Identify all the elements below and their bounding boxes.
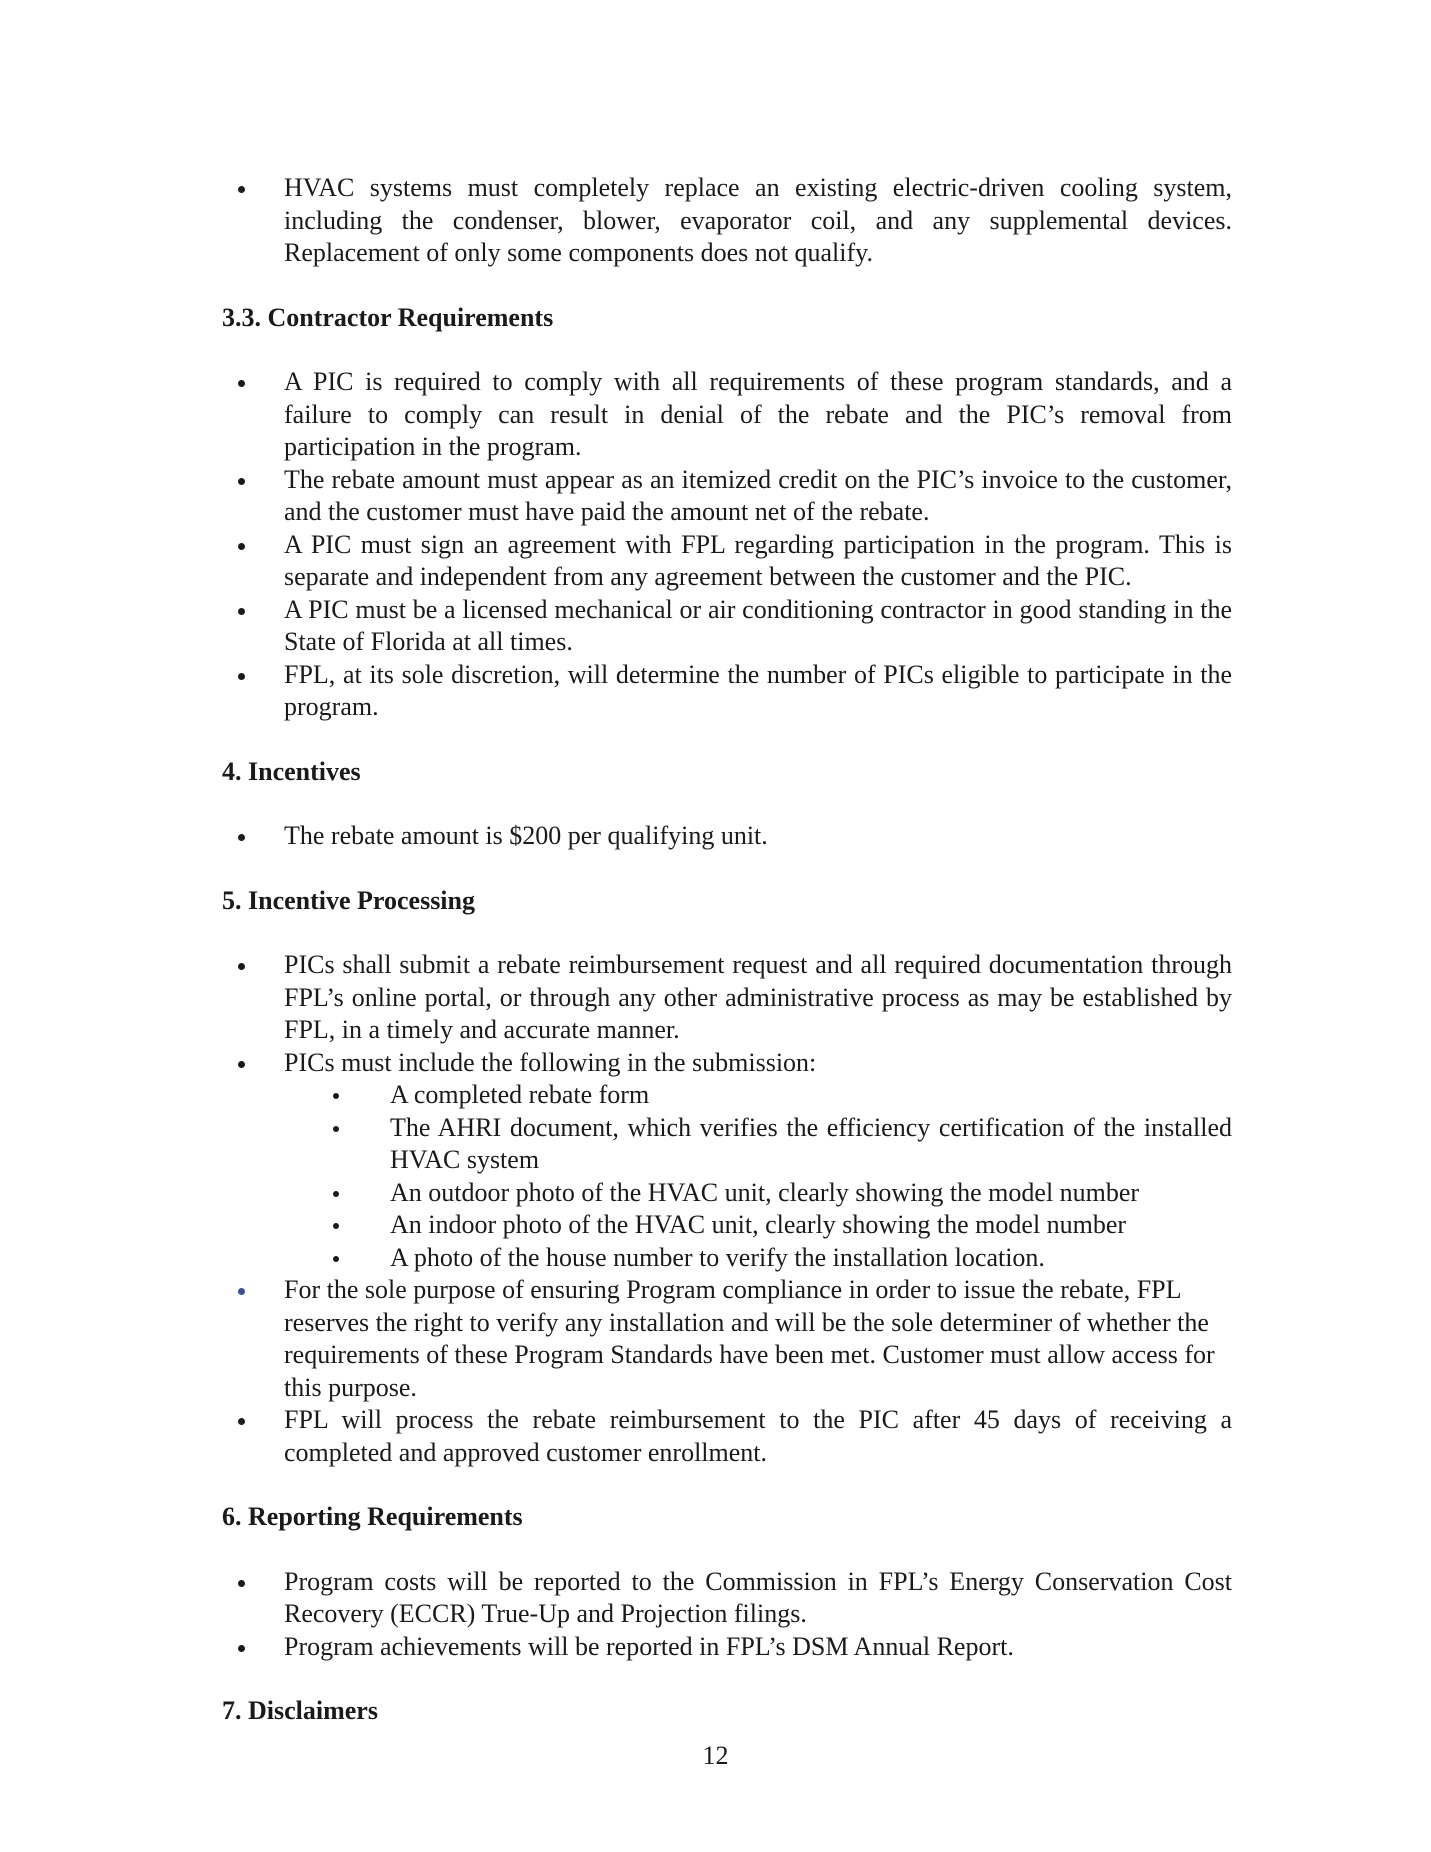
- list-item-text: FPL, at its sole discretion, will determine the number of PICs eligible to participate in the program.: [284, 659, 1232, 721]
- bullet-icon: [238, 963, 245, 970]
- list-item: [222, 1274, 1232, 1404]
- list-item-text: A PIC must be a licensed mechanical or air conditioning contractor in good standing in the State of Florida at all times.: [284, 594, 1232, 656]
- incentives-list: [222, 820, 1232, 853]
- list-item: [222, 1566, 1232, 1631]
- list-item: [222, 820, 1232, 853]
- reporting-requirements-list: [222, 1566, 1232, 1664]
- bullet-icon: [333, 1191, 339, 1197]
- sub-list-item-text: A completed rebate form: [390, 1080, 650, 1109]
- submission-requirements-sublist: [284, 1079, 1232, 1274]
- document-page: [222, 172, 1232, 1728]
- list-item-text: Program costs will be reported to the Commission in FPL’s Energy Conservation Cost Recovery (ECCR) True-Up and Projection filings.: [284, 1566, 1232, 1628]
- bullet-icon: [238, 673, 245, 680]
- list-item: [222, 172, 1232, 270]
- list-item: [222, 659, 1232, 724]
- list-item-text: The rebate amount must appear as an itemized credit on the PIC’s invoice to the customer, and the customer must have paid the amount net of the rebate.: [284, 464, 1232, 526]
- list-item: [222, 1404, 1232, 1469]
- list-item: [222, 464, 1232, 529]
- bullet-icon: [238, 608, 245, 615]
- bullet-icon: [238, 1645, 245, 1652]
- section-heading-incentives: 4. Incentives: [222, 756, 361, 786]
- section-heading-incentive-processing: 5. Incentive Processing: [222, 885, 475, 915]
- list-item-text: Program achievements will be reported in FPL’s DSM Annual Report.: [284, 1631, 1014, 1661]
- list-item-text: PICs shall submit a rebate reimbursement request and all required documentation through FPL’s online portal, or through any other administrative process as may be established by FPL, in a timely and accurate manner.: [284, 950, 1232, 1044]
- sub-list-item-text: An outdoor photo of the HVAC unit, clearly showing the model number: [390, 1177, 1140, 1207]
- sub-list-item: [222, 1079, 1232, 1112]
- section-heading-reporting-requirements: 6. Reporting Requirements: [222, 1502, 523, 1531]
- list-item-text: FPL will process the rebate reimbursement to the PIC after 45 days of receiving a completed and approved customer enrollment.: [284, 1405, 1232, 1467]
- sub-list-item: [222, 1112, 1232, 1177]
- bullet-icon: [238, 1061, 245, 1068]
- bullet-icon: [333, 1256, 339, 1262]
- section-heading-disclaimers: 7. Disclaimers: [222, 1696, 378, 1725]
- bullet-icon: [238, 1580, 245, 1587]
- sub-list-item: [222, 1177, 1232, 1210]
- bullet-icon: [238, 186, 245, 193]
- list-item: [222, 1631, 1232, 1664]
- list-item-text: A PIC must sign an agreement with FPL regarding participation in the program. This is separate and independent from any agreement between the customer and the PIC.: [284, 529, 1232, 591]
- list-item-text: For the sole purpose of ensuring Program compliance in order to issue the rebate, FPL reserves the right to verify any installation and will be the sole determiner of whether the requirements of these Program Standards have been met. Customer must allow access for this purpose.: [284, 1275, 1215, 1402]
- bullet-icon: [333, 1223, 339, 1229]
- list-item-text: PICs must include the following in the submission:: [284, 1047, 817, 1077]
- sub-list-item-text: A photo of the house number to verify the installation location.: [390, 1242, 1045, 1272]
- bullet-icon: [238, 478, 245, 485]
- bullet-icon: [238, 1288, 245, 1295]
- list-item: [222, 529, 1232, 594]
- sub-list-item: [222, 1209, 1232, 1242]
- sub-list-item-text: An indoor photo of the HVAC unit, clearly showing the model number: [390, 1210, 1127, 1239]
- bullet-icon: [333, 1126, 339, 1132]
- list-item-text: The rebate amount is $200 per qualifying unit.: [284, 821, 768, 850]
- list-item-text: A PIC is required to comply with all requirements of these program standards, and a failure to comply can result in denial of the rebate and the PIC’s removal from participation in the program.: [284, 367, 1232, 461]
- bullet-icon: [238, 1418, 245, 1425]
- list-item: [222, 949, 1232, 1047]
- bullet-icon: [238, 380, 245, 387]
- bullet-icon: [238, 834, 245, 841]
- list-item-text: HVAC systems must completely replace an existing electric-driven cooling system, including the condenser, blower, evaporator coil, and any supplemental devices. Replacement of only some components does not qualify.: [284, 173, 1232, 267]
- page-number: 12: [702, 1741, 729, 1770]
- sub-list-item: [222, 1242, 1232, 1275]
- top-bullet-list: [222, 172, 1232, 270]
- section-heading-contractor-requirements: 3.3. Contractor Requirements: [222, 302, 554, 332]
- bullet-icon: [238, 543, 245, 550]
- sub-list-item-text: The AHRI document, which verifies the efficiency certification of the installed HVAC system: [390, 1112, 1232, 1174]
- bullet-icon: [333, 1093, 339, 1099]
- contractor-requirements-list: [222, 366, 1232, 724]
- incentive-processing-list: [222, 949, 1232, 1469]
- list-item: [222, 1047, 1232, 1275]
- list-item: [222, 366, 1232, 464]
- list-item: [222, 594, 1232, 659]
